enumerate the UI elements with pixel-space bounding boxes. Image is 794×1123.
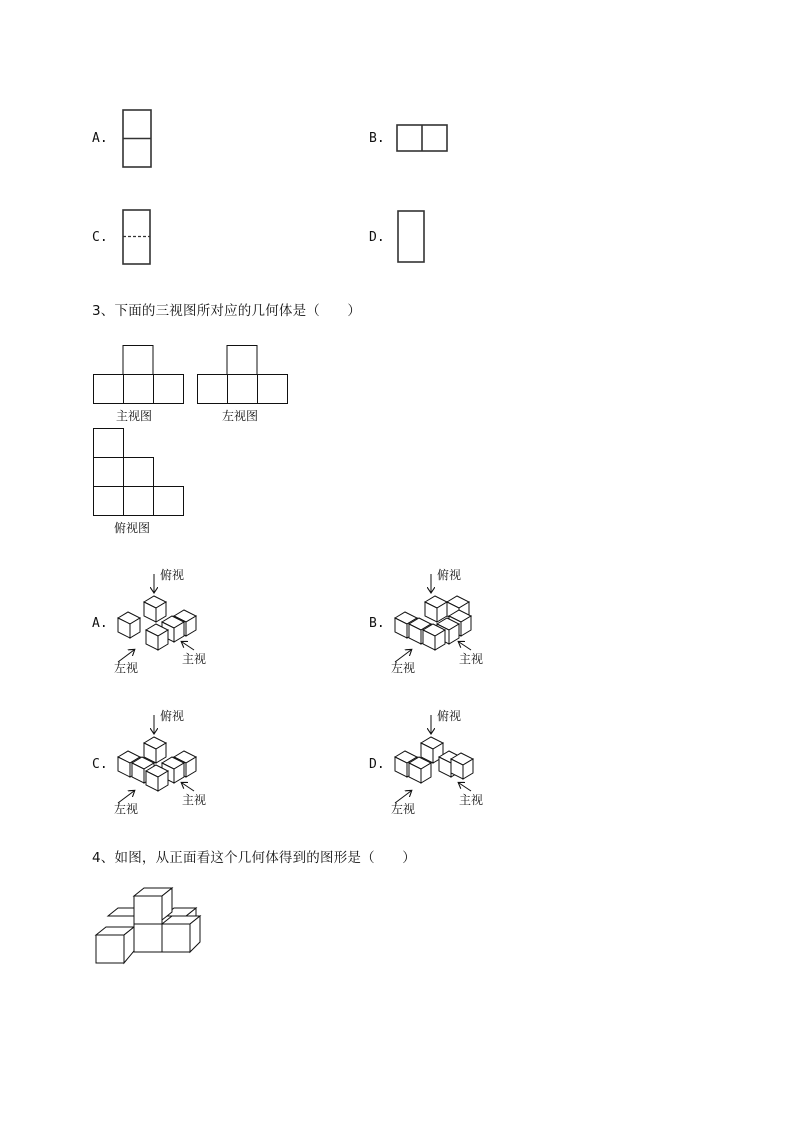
q3-front-view xyxy=(93,345,185,407)
q4-cube-stack-figure xyxy=(94,886,206,968)
q2-option-b-figure xyxy=(396,124,450,154)
q3-left-view xyxy=(197,345,289,407)
q3-top-view-caption: 俯视图 xyxy=(114,521,151,535)
q3-option-b-label[interactable]: B. xyxy=(369,616,385,631)
q3-option-d-label[interactable]: D. xyxy=(369,757,385,772)
q2-option-b-label[interactable]: B. xyxy=(369,131,385,146)
q3-b-front-arrow-text: 主视 xyxy=(459,652,484,666)
q2-option-c-figure xyxy=(122,209,154,267)
q3-d-left-arrow-text: 左视 xyxy=(391,802,416,816)
q2-option-a-figure xyxy=(122,109,154,169)
q3-question-text: 3、下面的三视图所对应的几何体是（ ） xyxy=(92,303,362,319)
q2-option-a-label[interactable]: A. xyxy=(92,131,108,146)
q2-option-d-figure xyxy=(397,210,427,265)
q3-b-left-arrow-text: 左视 xyxy=(391,661,416,675)
q3-top-view xyxy=(93,428,185,518)
q3-a-left-arrow-text: 左视 xyxy=(114,661,139,675)
q3-a-top-arrow-text: 俯视 xyxy=(160,568,185,582)
q3-front-view-caption: 主视图 xyxy=(116,409,153,423)
q2-option-d-label[interactable]: D. xyxy=(369,230,385,245)
q3-d-top-arrow-text: 俯视 xyxy=(437,709,462,723)
q3-c-top-arrow-text: 俯视 xyxy=(160,709,185,723)
q3-option-a-figure[interactable] xyxy=(110,566,220,678)
q3-option-a-label[interactable]: A. xyxy=(92,616,108,631)
q3-b-top-arrow-text: 俯视 xyxy=(437,568,462,582)
q3-option-c-figure[interactable] xyxy=(110,707,220,819)
q3-c-left-arrow-text: 左视 xyxy=(114,802,139,816)
q3-option-b-figure[interactable] xyxy=(387,566,497,678)
q4-question-text: 4、如图，从正面看这个几何体得到的图形是（ ） xyxy=(92,850,416,866)
q2-option-c-label[interactable]: C. xyxy=(92,230,108,245)
q3-left-view-caption: 左视图 xyxy=(222,409,259,423)
q3-d-front-arrow-text: 主视 xyxy=(459,793,484,807)
q3-option-d-figure[interactable] xyxy=(387,707,497,819)
q3-c-front-arrow-text: 主视 xyxy=(182,793,207,807)
q3-option-c-label[interactable]: C. xyxy=(92,757,108,772)
q3-a-front-arrow-text: 主视 xyxy=(182,652,207,666)
